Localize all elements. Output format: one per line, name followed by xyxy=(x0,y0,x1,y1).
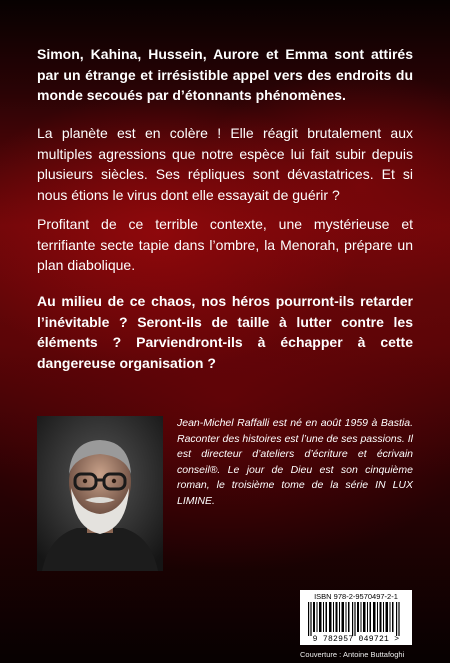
barcode xyxy=(300,590,412,645)
barcode-digits: 9 782957 049721 > xyxy=(312,635,400,644)
author-bio: Jean-Michel Raffalli est né en août 1959 à Bastia. Raconter des histoires est l’une de ses passions. Il est directeur d’ateliers d’écriture et écrivain conseil®. Le jour de Dieu est son cinquième roman, le troisième tome de la série IN LUX LIMINE. xyxy=(177,417,413,507)
author-photo xyxy=(37,416,163,571)
author-portrait-icon xyxy=(37,416,163,571)
blurb-paragraph-3: Profitant de ce terrible contexte, une mystérieuse et terrifiante secte tapie dans l’ombre, la Menorah, prépare un plan diabolique. xyxy=(37,216,413,273)
blurb-paragraph-4: Au milieu de ce chaos, nos héros pourront-ils retarder l’inévitable ? Seront-ils de taille à lutter contre les éléments ? Parviendront-ils à échapper à cette dangereuse organisation ? xyxy=(37,293,413,371)
blurb-paragraph-2: La planète est en colère ! Elle réagit brutalement aux multiples agressions que notre espèce lui fait subir depuis plusieurs siècles. Ses répliques sont dévastatrices. Et si nous étions le virus dont elle essayait de guérir ? xyxy=(37,125,413,203)
blurb-paragraph-1: Simon, Kahina, Hussein, Aurore et Emma sont attirés par un étrange et irrésistible appel vers des endroits du monde secoués par d’étonnants phénomènes. xyxy=(37,46,413,103)
cover-credit: Couverture : Antoine Buttafoghi xyxy=(300,650,405,659)
isbn-label: ISBN 978-2-9570497-2-1 xyxy=(314,592,398,601)
barcode-bars-icon xyxy=(308,602,406,636)
